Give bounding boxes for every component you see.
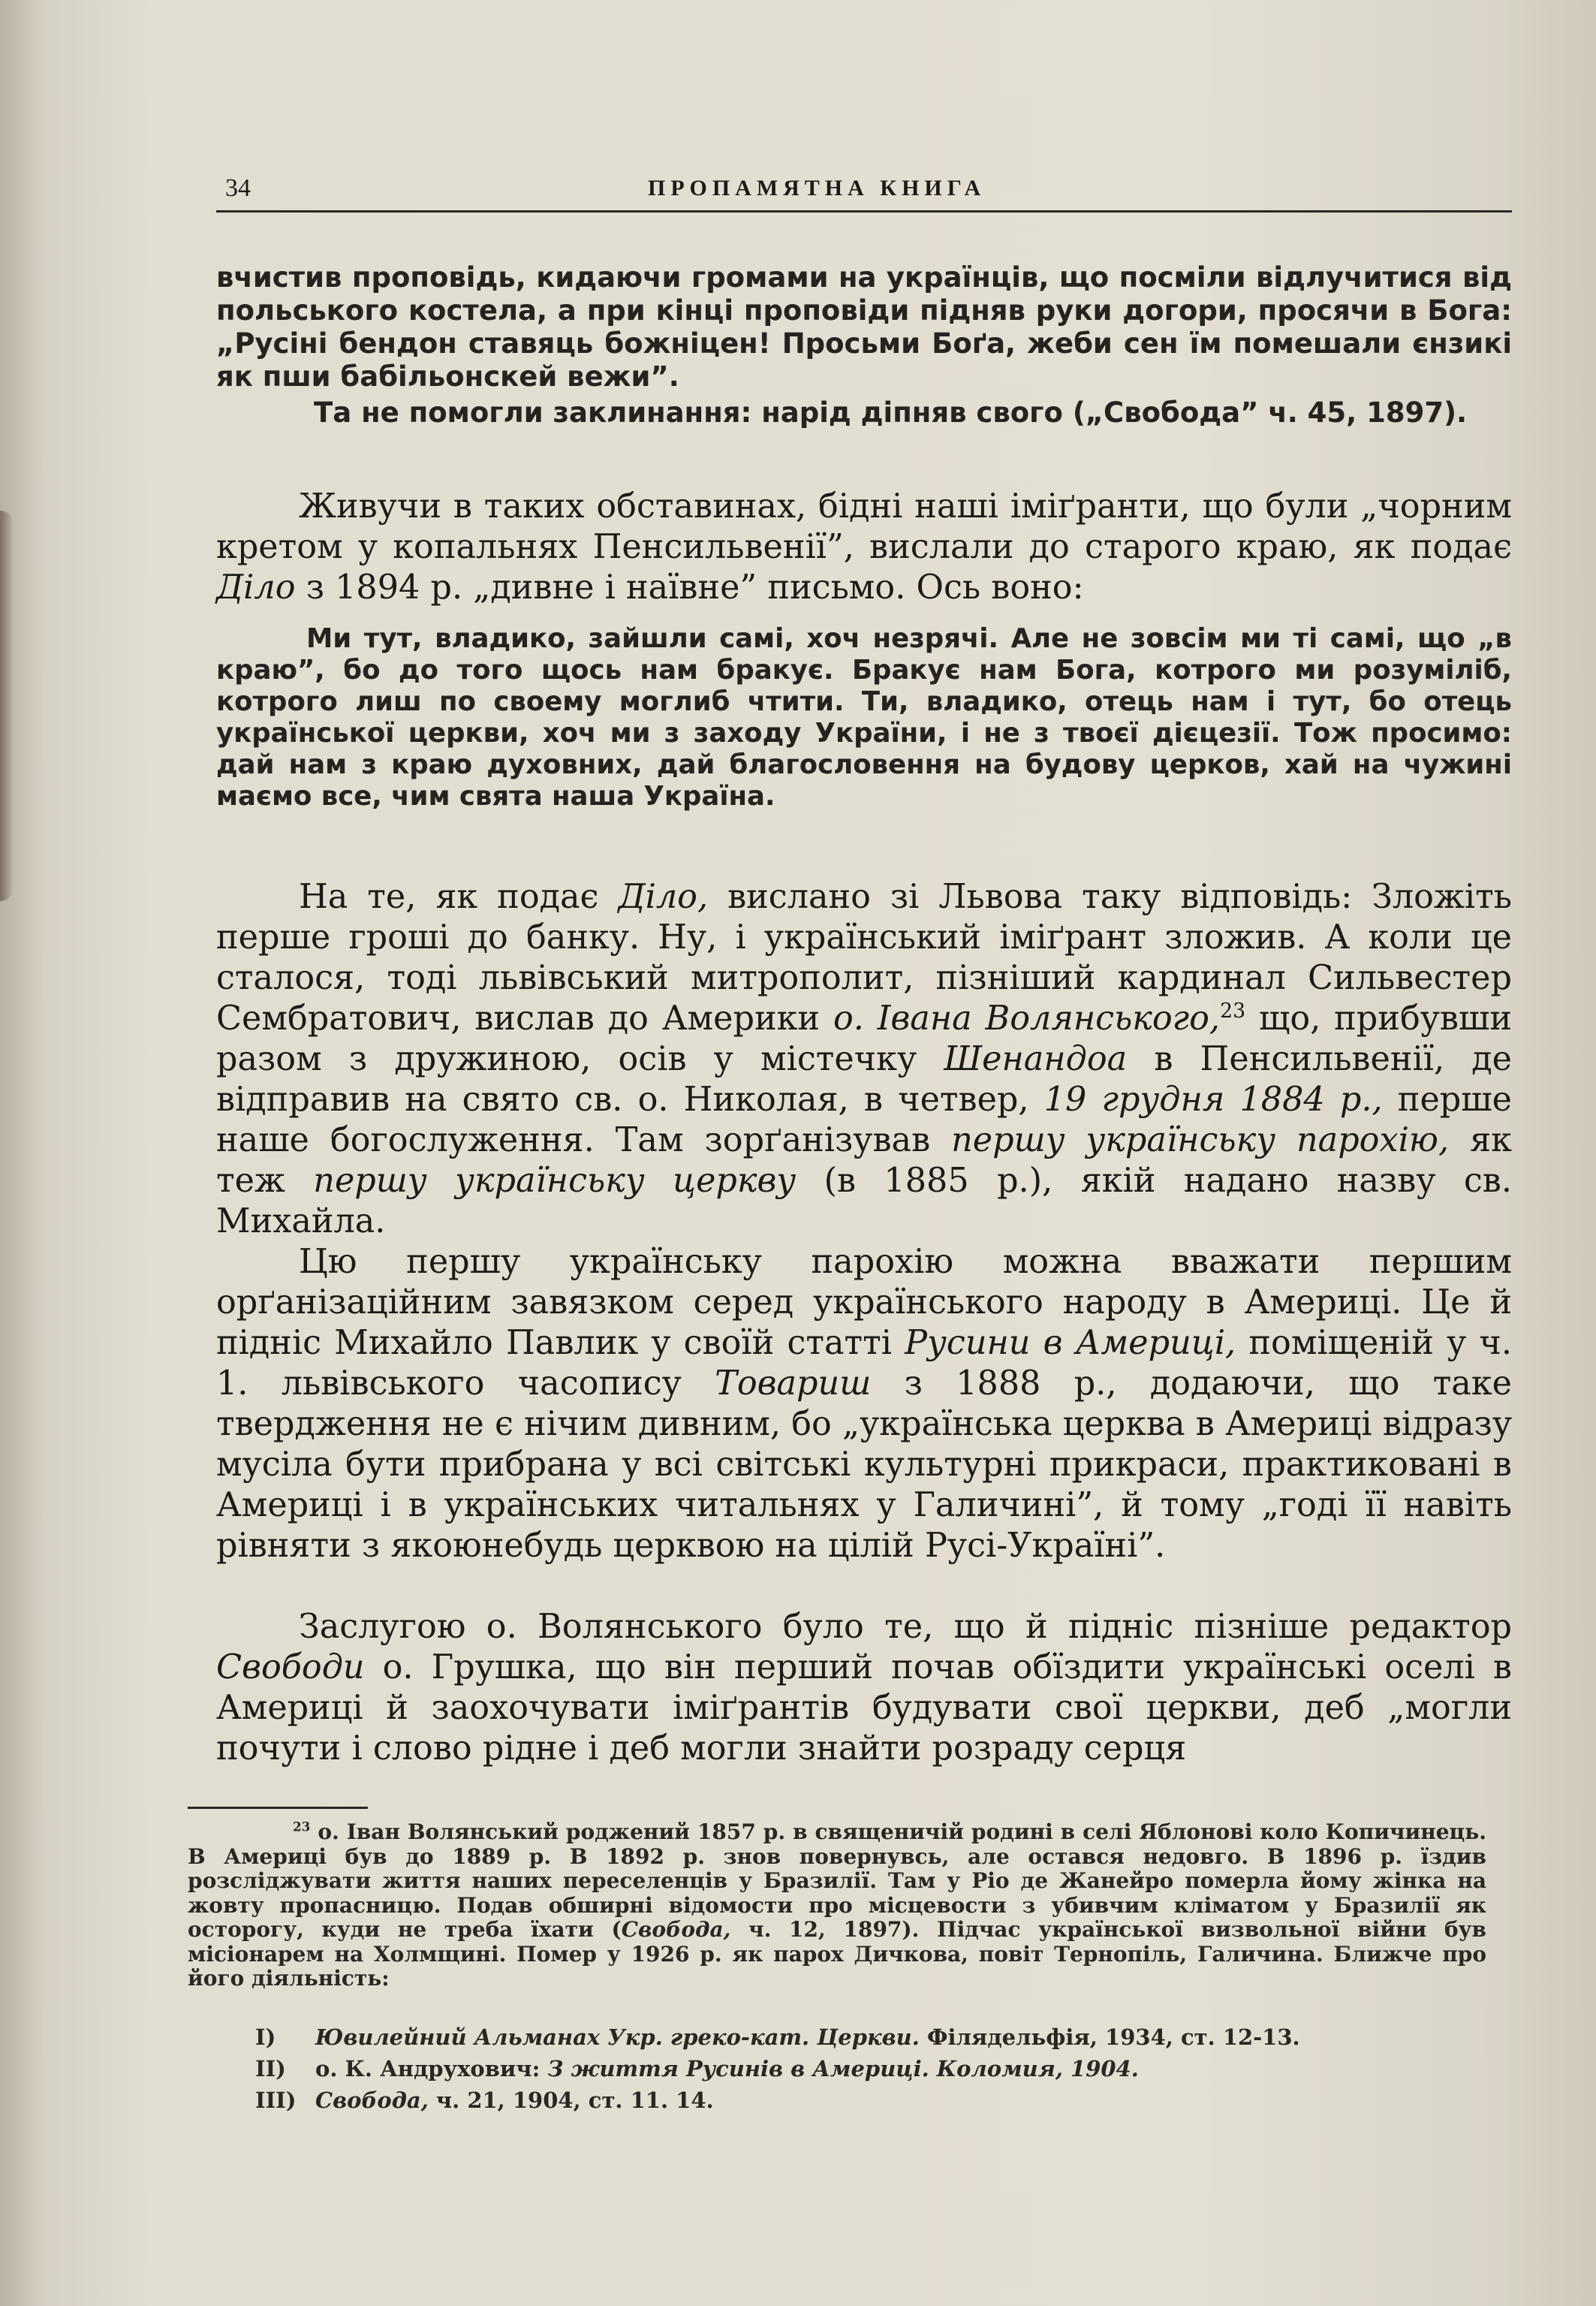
text-run: що, прибувши разом з дружиною, осів у містечку <box>216 999 1512 1078</box>
footnote-23 <box>188 1820 1486 1991</box>
reference-number: II) <box>255 2056 286 2081</box>
italic-text-run: Свобода, <box>621 1917 731 1942</box>
footnote-number: 23 <box>293 1819 311 1834</box>
reference-item <box>188 2053 1486 2084</box>
reference-details: Філядельфія, 1934, ст. 12-13. <box>919 2024 1300 2050</box>
italic-text-run: першу українську церкву <box>313 1162 796 1200</box>
paragraph-text <box>216 1242 1512 1566</box>
text-run: ч. 12, 1897). Підчас української визвольної війни був місіонарем на Холмщині. Помер у 1926 р. як парох Дичкова, повіт Тернопіль, Галичина. Ближче про його діяльність: <box>188 1917 1487 1991</box>
reference-details: ч. 21, 1904, ст. 11. 14. <box>428 2087 714 2113</box>
reference-title: Ювилейний Альманах Укр. греко-кат. Церкви. <box>315 2024 920 2050</box>
paragraph-organization <box>216 1242 1512 1566</box>
reference-title: Свобода, <box>315 2087 429 2113</box>
reference-number: III) <box>255 2087 297 2113</box>
italic-text-run: першу українську парохію, <box>951 1121 1450 1159</box>
italic-text-run: Русини в Америці, <box>905 1324 1236 1362</box>
footnote-references <box>188 2021 1486 2116</box>
page-number: 34 <box>225 174 251 202</box>
text-run: Живучи в таких обставинах, бідні наші іміґранти, що були „чорним кретом у копальнях Пенсильвенії”, вислали до старого краю, як подає <box>216 487 1512 566</box>
italic-text-run: Діло, <box>618 878 709 916</box>
paragraph-text <box>216 1607 1512 1769</box>
text-run: перше наше богослуження. Там зорґанізував <box>216 1081 1512 1159</box>
paragraph-text <box>216 877 1512 1242</box>
reference-title: З життя Русинів в Америці. Коломия, 1904. <box>547 2056 1139 2081</box>
book-edge-shadow <box>0 511 14 901</box>
paragraph-svoboda-note <box>216 396 1512 430</box>
paragraph-text: вчистив проповідь, кидаючи громами на українців, що посміли відлучитися від польського костела, а при кінці проповіди підняв руки догори, просячи в Бога: „Русіні бендон ставяць божніцен! Просьми Боґа, жеби сен їм помешали єнзикі як пши бабільонскей вежи”. <box>216 261 1512 393</box>
paragraph-text <box>216 487 1512 608</box>
text-run: На те, як подає <box>299 878 619 916</box>
text-run: вислано зі Львова таку відповідь: Зложіть перше гроші до банку. Ну, і український іміґрант зложив. А коли це сталося, тоді львівський митрополит, пізніший кардинал Сильвестер Сембратович, вислав до Америки <box>216 878 1512 1038</box>
footnote-marker: 23 <box>1220 999 1246 1023</box>
reference-number: I) <box>255 2024 276 2050</box>
text-run: о. Грушка, що він перший почав обїздити українські оселі в Америці й заохочувати іміґрантів будувати свої церкви, деб „могли почути і слово рідне і деб могли знайти розраду серця <box>216 1648 1512 1768</box>
italic-text-run: Шенандоа <box>944 1040 1128 1078</box>
italic-text-run: Діло <box>216 568 296 607</box>
italic-text-run: Свободи <box>216 1648 365 1687</box>
text-run: Цю першу українську парохію можна вважати першим орґанізаційним завязком серед українського народу в Америці. Це й підніс Михайло Павлик у своїй статті <box>216 1243 1512 1362</box>
italic-text-run: Товариш <box>715 1364 872 1403</box>
italic-text-run: о. Івана Волянського, <box>833 999 1221 1038</box>
paragraph-immigrants <box>216 487 1512 608</box>
reference-item <box>188 2084 1486 2116</box>
text-run: (в 1885 р.), якій надано назву св. Михайла. <box>216 1162 1512 1240</box>
quote-text: Ми тут, владико, зайшли самі, хоч незрячі. Але не зовсім ми ті самі, що „в краю”, бо до того щось нам бракує. Бракує нам Бога, котрого ми розуміліб, котрого лиш по своему моглиб чтити. Ти, владико, отець нам і тут, бо отець української церкви, хоч ми з заходу України, і не з твоєї дієцезії. Тож просимо: дай нам з краю духовних, дай благословення на будову церков, хай на чужині маємо все, чим свята наша Україна. <box>216 623 1512 812</box>
text-run: Заслугою о. Волянського було те, що й підніс пізніше редактор <box>299 1608 1512 1646</box>
text-run: з 1894 р. „дивне і наївне” письмо. Ось воно: <box>295 568 1084 607</box>
page-header <box>216 174 1512 213</box>
footnote-text <box>188 1820 1486 1991</box>
footnote-divider <box>188 1807 368 1809</box>
paragraph-first-parish <box>216 877 1512 1242</box>
paragraph-sermon-end <box>216 261 1512 393</box>
text-run: о. Іван Волянський роджений 1857 р. в священичій родині в селі Яблонові коло Копичинець. В Америці був до 1889 р. В 1892 р. знов повернувсь, але остався недовго. В 1896 р. їздив розсліджувати життя наших переселенців у Бразилії. Там у Ріо де Жанейро померла йому жінка на жовту пропасницю. Подав обширні відомости про місцевости з убивчим кліматом у Бразилії як осторогу, куди не треба їхати ( <box>188 1819 1486 1942</box>
text-run: як теж <box>216 1121 1512 1200</box>
text-run: поміщеній у ч. 1. львівського часопису <box>216 1324 1512 1403</box>
text-run: в Пенсильвенії, де відправив на свято св. о. Николая, в четвер, <box>216 1040 1512 1119</box>
reference-item <box>188 2021 1486 2053</box>
text-run: з 1888 р., додаючи, що таке твердження не є нічим дивним, бо „українська церква в Америці відразу мусіла бути прибрана у всі світські культурні прикраси, практиковані в Америці і в українських читальнях у Галичині”, й тому „годі її навіть рівняти з якоюнебудь церквою на цілій Русі-Україні”. <box>216 1364 1512 1565</box>
paragraph-text: Та не помогли заклинання: нарід діпняв свого („Свобода” ч. 45, 1897). <box>314 396 1468 429</box>
reference-author: о. К. Андрухович: <box>315 2056 548 2081</box>
paragraph-merit <box>216 1607 1512 1769</box>
letter-quote <box>216 623 1512 812</box>
running-title: ПРОПАМЯТНА КНИГА <box>648 176 986 200</box>
italic-text-run: 19 грудня 1884 р., <box>1043 1081 1383 1119</box>
